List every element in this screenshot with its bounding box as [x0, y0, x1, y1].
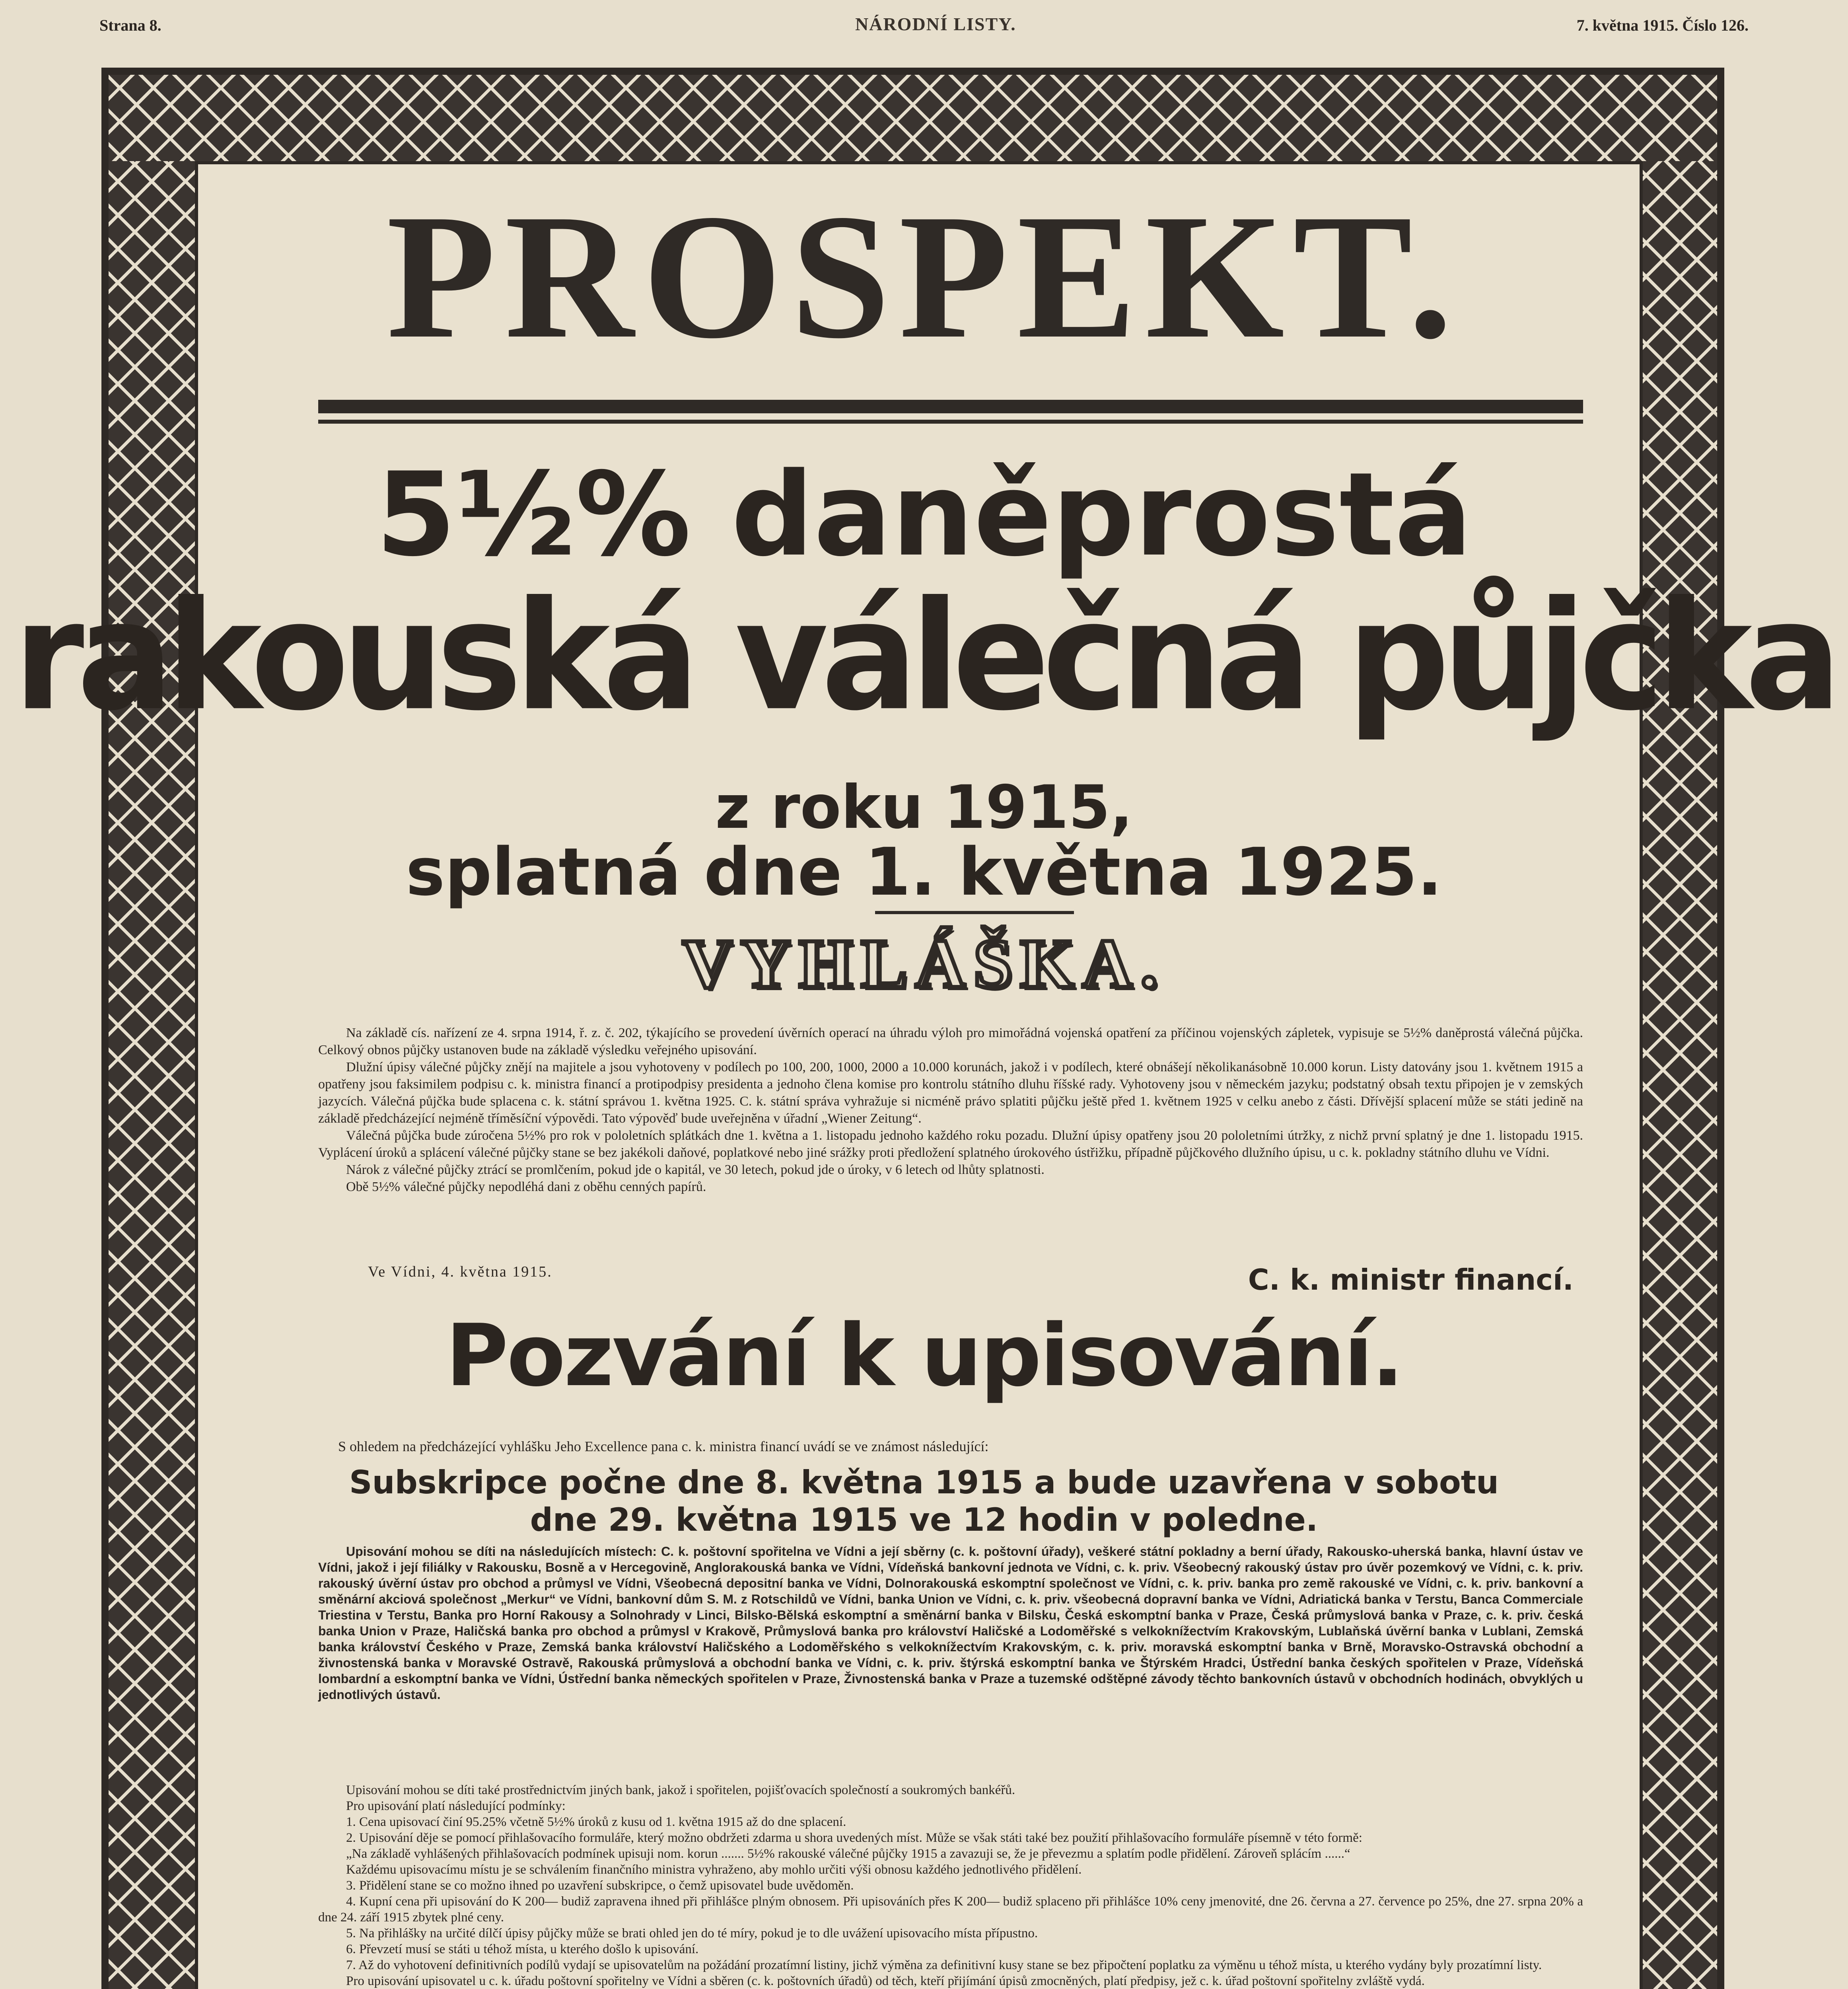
subscription-text: Subskripce počne dne 8. května 1915 a bude uzavřena v sobotu dne 29. května 1915 ve 12 hodin v poledne. [349, 1464, 1499, 1538]
invitation-heading: Pozvání k upisování. [445, 1306, 1403, 1405]
condition-paragraph: „Na základě vyhlášených přihlašovacích podmínek upisuji nom. korun ....... 5½% rakouské válečné půjčky 1915 a zavazuji se, že je převezmu a splatím podle přidělení. Zároveň splácím ......“ [346, 1847, 1350, 1861]
main-title: PROSPEKT. [386, 177, 1462, 376]
condition-paragraph: 3. Přidělení stane se co možno ihned po uzavření subskripce, o čemž upisovatel bude uvědoměn. [346, 1878, 854, 1893]
masthead: NÁRODNÍ LISTY. [855, 14, 1016, 34]
announcement-heading: VYHLÁŠKA. [682, 925, 1166, 1002]
subscription-period [0, 1464, 1848, 1539]
announcement-paragraph: Nárok z válečné půjčky ztrácí se promlčením, pokud jde o kapitál, ve 30 letech, pokud jde o úroky, v 6 letech od lhůty splatnosti. [346, 1162, 1045, 1177]
title-rule-thick [318, 400, 1583, 413]
condition-paragraph: Pro upisování upisovatel u c. k. úřadu poštovní spořitelny ve Vídni a sběren (c. k. poštovních úřadů) od těch, kteří přijímání úpisů zmocněných, platí předpisy, jež c. k. úřad poštovní spořitelny zvláště vydá. [346, 1974, 1425, 1988]
announcement-paragraph: Obě 5½% válečné půjčky nepodléhá dani z oběhu cenných papírů. [346, 1179, 706, 1194]
condition-paragraph: 4. Kupní cena při upisování do K 200— budiž zapravena ihned při přihlášce plným obnosem. Při upisováních přes K 200— budiž splaceno při přihlášce 10% ceny jmenovité, dne 26. června a 27. července po 25%, dne 27. srpna 20% a dne 24. září 1915 zbytek plné ceny. [318, 1894, 1583, 1925]
condition-paragraph: 5. Na přihlášky na určité dílčí úpisy půjčky může se brati ohled jen do té míry, pokud je to dle uvážení upisovacího místa přípustno. [346, 1926, 1038, 1940]
condition-paragraph: Pro upisování platí následující podmínky: [346, 1799, 566, 1813]
loan-due-date: splatná dne 1. května 1925. [406, 834, 1442, 910]
date-issue: 7. května 1915. Číslo 126. [1576, 16, 1749, 34]
page-label: Strana 8. [99, 16, 161, 34]
loan-rate-heading: 5½% daněprostá [375, 448, 1473, 582]
title-rule-thin [318, 420, 1583, 424]
announcement-paragraph: Válečná půjčka bude zúročena 5½% pro rok v pololetních splátkách dne 1. května a 1. listopadu jednoho každého roku pozadu. Dlužní úpisy opatřeny jsou 20 pololetními útržky, z nichž první splatný je dne 1. listopadu 1915. Vyplácení úroků a splácení válečné půjčky stane se bez jakékoli daňové, poplatkové nebo jiné srážky proti předložení splatného úrokového ústřižku, případně půjčkového dlužního úpisu, u c. k. pokladny státního dluhu ve Vídni. [318, 1128, 1583, 1160]
announcement-body [318, 1024, 1583, 1195]
announcement-paragraph: Dlužní úpisy válečné půjčky znějí na majitele a jsou vyhotoveny v podílech po 100, 200, 1000, 2000 a 10.000 korunách, jakož i v podílech, které obnášejí několikanásobně 10.000 korun. Listy datovány jsou 1. květnem 1915 a opatřeny jsou faksimilem podpisu c. k. ministra financí a protipodpisy presidenta a jednoho člena komise pro kontrolu státního dluhu říšské rady. Vyhotoveny jsou v německém jazyku; podstatný obsah textu připojen je v zemských jazycích. Válečná půjčka bude splacena c. k. státní správou 1. května 1925. C. k. státní správa vyhražuje si nicméně právo splatiti půjčku ještě před 1. květnem 1925 v celku anebo z části. Dřívější splacení může se státi jedině na základě předcházející nejméně tříměsíční výpovědi. Tato výpověď bude uveřejněna v úřadní „Wiener Zeitung“. [318, 1060, 1583, 1126]
loan-name-heading: rakouská válečná půjčka [13, 568, 1834, 744]
condition-paragraph: 1. Cena upisovací činí 95.25% včetně 5½% úroků z kusu od 1. května 1915 až do dne splacení. [346, 1815, 846, 1829]
subscription-conditions [318, 1782, 1583, 1989]
invitation-intro: S ohledem na předcházející vyhlášku Jeho Excellence pana c. k. ministra financí uvádí se ve známost následující: [338, 1438, 989, 1454]
border-band-top [109, 75, 1717, 161]
condition-paragraph: 7. Až do vyhotovení definitivních podílů vydají se upisovatelům na požádání prozatímní listiny, jichž výměna za definitivní kusy stane se bez připočtení poplatku za výměnu u téhož místa, u kterého vydány byly prozatímní listy. [346, 1958, 1542, 1972]
section-divider [875, 911, 1074, 914]
running-head [0, 11, 1848, 43]
border-band-right [1643, 161, 1717, 1989]
places-paragraph: Upisování mohou se díti na následujících místech: C. k. poštovní spořitelna ve Vídni a její sběrny (c. k. poštovní úřady), veškeré státní pokladny a berní úřady, Rakousko-uherská banka, hlavní ústav ve Vídni, jakož i její filiálky v Rakousku, Bosně a v Hercegovině, Anglorakouská banka ve Vídni, Vídeňská bankovní jednota ve Vídni, c. k. priv. Všeobecný rakouský ústav pro úvěr pozemkový ve Vídni, c. k. priv. rakouský úvěrní ústav pro obchod a průmysl ve Vídni, Všeobecná depositní banka ve Vídni, Dolnorakouská eskomptní společnost ve Vídni, c. k. priv. banka pro země rakouské ve Vídni, c. k. priv. bankovní a směnární akciová společnost „Merkur“ ve Vídni, bankovní dům S. M. z Rotschildů ve Vídni, banka Union ve Vídni, c. k. priv. všeobecná dopravní banka ve Vídni, Adriatická banka v Terstu, Banca Commerciale Triestina v Terstu, Banka pro Horní Rakousy a Solnohrady v Linci, Bilsko-Bělská eskomptní a směnární banka v Bilsku, Česká eskomptní banka v Praze, Česká průmyslová banka v Praze, c. k. priv. česká banka Union v Praze, Haličská banka pro obchod a průmysl v Krakově, Průmyslová banka pro království Haličské a Lodoměřské s velkoknížectvím Krakovským, Lublaňská úvěrní banka v Lublani, Zemská banka království Českého v Praze, Zemská banka království Haličského a Lodoměřského s velkoknížectvím Krakovským, c. k. priv. moravská eskomptní banka v Brně, Moravsko-Ostravská obchodní a živnostenská banka v Moravské Ostravě, Rakouská průmyslová a obchodní banka ve Vídni, c. k. priv. štýrská eskomptní banka ve Štýrském Hradci, Ústřední banka českých spořitelen v Praze, Vídeňská lombardní a eskomptní banka ve Vídni, Ústřední banka německých spořitelen v Praze, Živnostenská banka v Praze a tuzemské odštěpné závody těchto bankovních ústavů v obchodních hodinách, obvyklých u jednotlivých ústavů. [318, 1544, 1583, 1702]
condition-paragraph: Upisování mohou se díti také prostřednictvím jiných bank, jakož i spořitelen, pojišťovacích společností a soukromých bankéřů. [346, 1783, 1015, 1797]
announcement-signature: C. k. ministr financí. [1248, 1263, 1574, 1296]
condition-paragraph: Každému upisovacímu místu je se schválením finančního ministra vyhraženo, aby mohlo určiti výši obnosu každého jednotlivého přidělení. [346, 1862, 1082, 1877]
condition-paragraph: 2. Upisování děje se pomocí přihlašovacího formuláře, který možno obdržeti zdarma u shora uvedených míst. Může se však státi také bez použití přihlašovacího formuláře písemně v této formě: [346, 1831, 1362, 1845]
announcement-paragraph: Na základě cís. nařízení ze 4. srpna 1914, ř. z. č. 202, týkajícího se provedení úvěrních operací na úhradu výloh pro mimořádná vojenská opatření za příčinou vojenských zápletek, vypisuje se 5½% daněprostá válečná půjčka. Celkový obnos půjčky ustanoven bude na základě výsledku veřejného upisování. [318, 1026, 1583, 1057]
border-band-left [109, 161, 195, 1989]
announcement-place-date: Ve Vídni, 4. května 1915. [368, 1263, 552, 1280]
condition-paragraph: 6. Převzetí musí se státi u téhož místa, u kterého došlo k upisování. [346, 1942, 699, 1956]
subscription-places [318, 1543, 1583, 1703]
loan-year: z roku 1915, [715, 773, 1133, 842]
